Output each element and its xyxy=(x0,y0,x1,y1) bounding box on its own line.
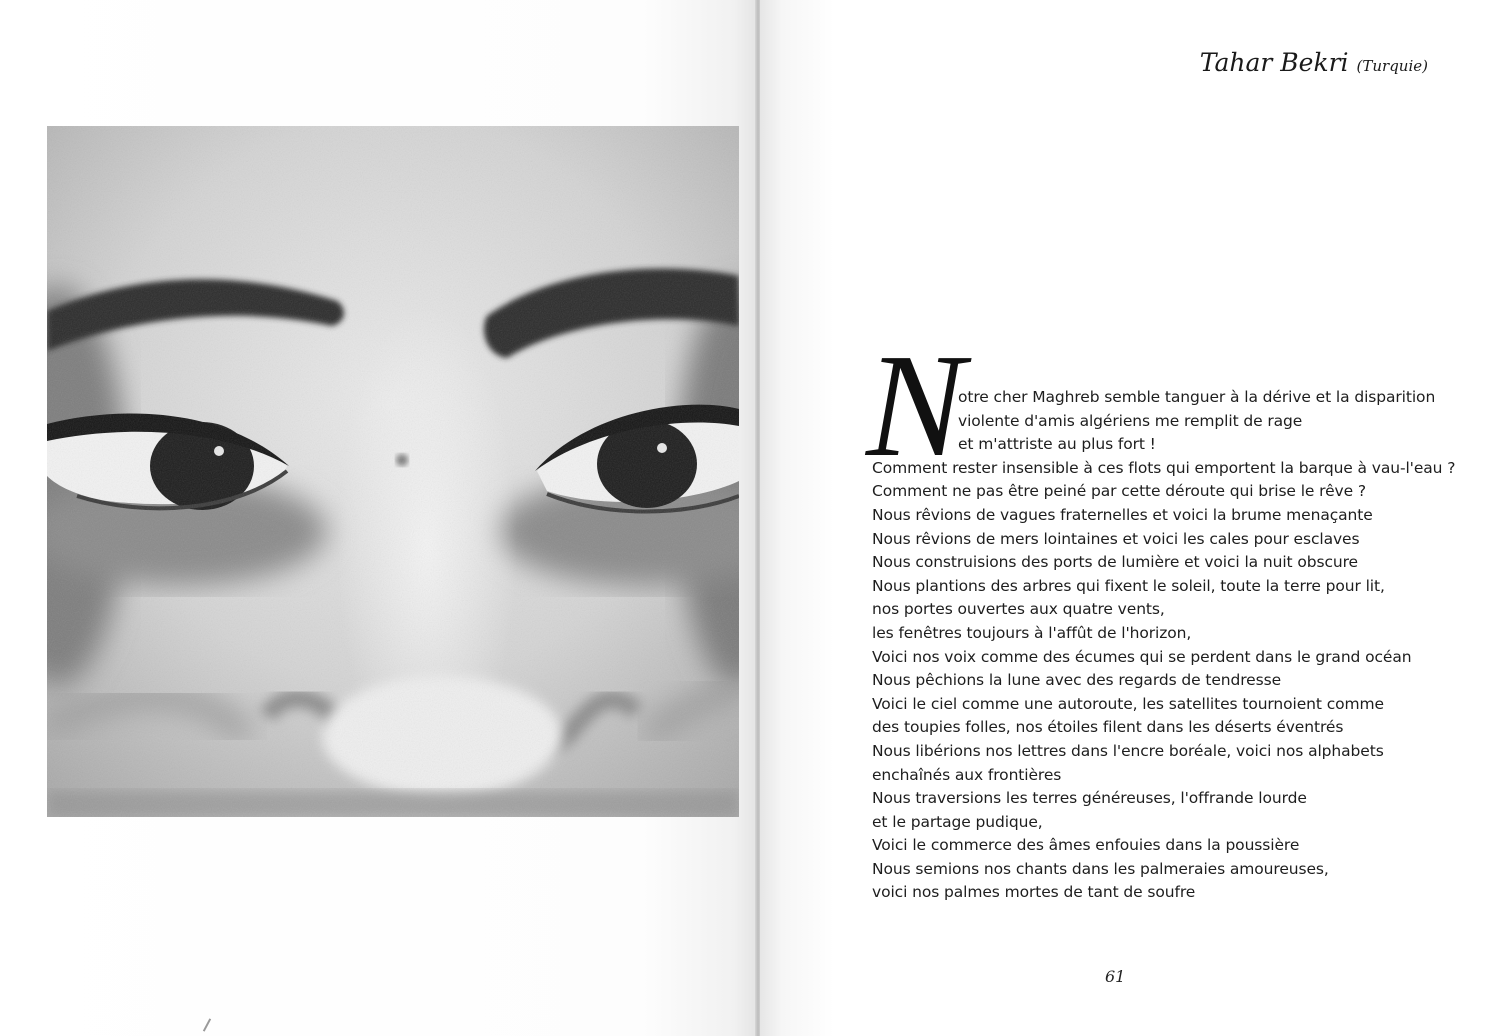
poem-line: Nous plantions des arbres qui fixent le soleil, toute la terre pour lit, xyxy=(872,576,1385,595)
poem-line: Nous rêvions de vagues fraternelles et voici la brume menaçante xyxy=(872,505,1373,524)
poem-line: Comment rester insensible à ces flots qui emportent la barque à vau-l'eau ? xyxy=(872,458,1456,477)
poem-text xyxy=(872,386,1456,905)
poem-line: les fenêtres toujours à l'affût de l'horizon, xyxy=(872,623,1192,642)
page-number: 61 xyxy=(1105,967,1126,986)
poem-line: Comment ne pas être peiné par cette déroute qui brise le rêve ? xyxy=(872,482,1366,501)
poem-line: Nous libérions nos lettres dans l'encre boréale, voici nos alphabets xyxy=(872,741,1384,760)
poem-line: Voici le commerce des âmes enfouies dans la poussière xyxy=(872,836,1300,855)
poem-line: et le partage pudique, xyxy=(872,812,1043,831)
pencil-mark xyxy=(203,1018,211,1031)
poem-line: Voici nos voix comme des écumes qui se perdent dans le grand océan xyxy=(872,647,1412,666)
poem-line: Voici le ciel comme une autoroute, les satellites tournoient comme xyxy=(872,694,1384,713)
poem-line: Nous semions nos chants dans les palmeraies amoureuses, xyxy=(872,859,1329,878)
poem-line: voici nos palmes mortes de tant de soufre xyxy=(872,883,1196,902)
poem-line: nos portes ouvertes aux quatre vents, xyxy=(872,600,1165,619)
drop-cap: N xyxy=(866,324,965,488)
author-heading xyxy=(1200,48,1428,77)
poem-line: des toupies folles, nos étoiles filent dans les déserts éventrés xyxy=(872,718,1344,737)
poem-line: et m'attriste au plus fort ! xyxy=(958,435,1156,454)
portrait-photo xyxy=(47,126,739,817)
author-country: (Turquie) xyxy=(1356,57,1428,75)
author-name: Tahar Bekri xyxy=(1199,48,1349,77)
poem-line: Nous rêvions de mers lointaines et voici les cales pour esclaves xyxy=(872,529,1360,548)
photo-grain xyxy=(47,126,739,817)
poem-line: otre cher Maghreb semble tanguer à la dérive et la disparition xyxy=(958,388,1436,406)
poem-line: Nous construisions des ports de lumière et voici la nuit obscure xyxy=(872,553,1358,572)
poem-line: violente d'amis algériens me remplit de rage xyxy=(958,411,1303,430)
poem-line: Nous pêchions la lune avec des regards de tendresse xyxy=(872,671,1282,690)
poem-line: enchaînés aux frontières xyxy=(872,765,1062,784)
poem-line: Nous traversions les terres généreuses, l'offrande lourde xyxy=(872,789,1307,808)
